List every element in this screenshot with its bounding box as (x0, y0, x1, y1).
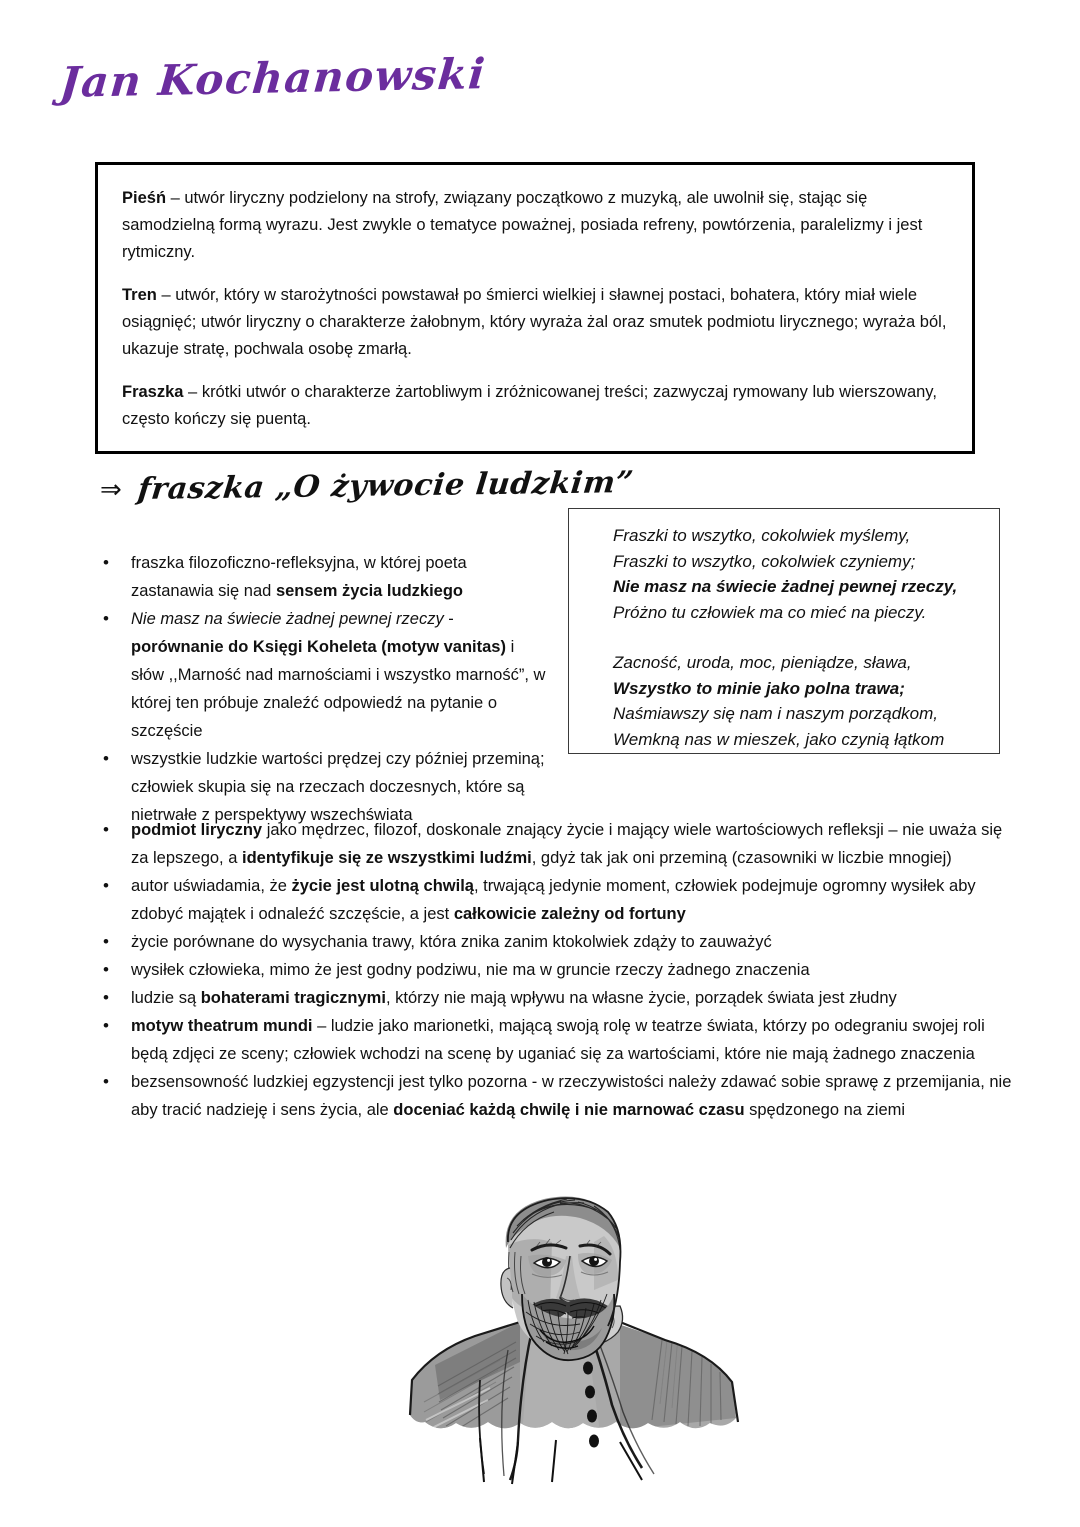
double-arrow-icon: ⇒ (100, 474, 122, 505)
poem-line-highlight: Nie masz na świecie żadnej pewnej rzeczy, (613, 577, 958, 596)
list-item-text: , gdyż tak jak oni przeminą (czasowniki w liczbie mnogiej) (531, 849, 952, 867)
list-item-emphasis: doceniać każdą chwilę i nie marnować czasu (393, 1101, 745, 1119)
list-item-emphasis: życie jest ulotną chwilą (291, 877, 474, 895)
poem-line: Zacność, uroda, moc, pieniądze, sława, (613, 653, 912, 672)
list-item-text: ludzie są (131, 989, 201, 1007)
definition-fraszka (122, 379, 948, 433)
poem-line-highlight: Wszystko to minie jako polna trawa; (613, 678, 905, 698)
definition-term: Fraszka (122, 383, 184, 401)
page-title: Jan Kochanowski (58, 49, 489, 107)
notes-list-wide (98, 816, 1020, 1124)
poem-stanza-1 (613, 523, 985, 625)
definition-tren (122, 282, 948, 363)
list-item-emphasis: sensem życia ludzkiego (275, 582, 464, 600)
poem-stanza-2 (613, 650, 985, 752)
list-item-text: wysiłek człowieka, mimo że jest godny podziwu, nie ma w gruncie rzeczy żadnego znaczenia (131, 961, 810, 979)
definition-text: – krótki utwór o charakterze żartobliwym i zróżnicowanej treści; zazwyczaj rymowany lub wierszowany, często kończy się puentą. (122, 383, 937, 428)
list-item-text: życie porównane do wysychania trawy, która znika zanim ktokolwiek zdąży to zauważyć (131, 933, 772, 951)
list-item (98, 549, 550, 605)
list-item-text: wszystkie ludzkie wartości prędzej czy później przeminą; człowiek skupia się na rzeczach doczesnych, które są nietrwałe z perspektywy wszechświata (131, 750, 545, 824)
list-item-emphasis: porównanie do Księgi Koheleta (motyw vanitas) (131, 638, 506, 656)
list-item (98, 984, 1020, 1012)
list-item-text: , którzy nie mają wpływu na własne życie, porządek świata jest złudny (385, 989, 897, 1007)
kochanowski-portrait-illustration (380, 1190, 760, 1490)
list-item-text: spędzonego na ziemi (744, 1101, 906, 1119)
list-item (98, 872, 1020, 928)
list-item-emphasis: identyfikuje się ze wszystkimi ludźmi (242, 849, 532, 867)
poem-line: Próżno tu człowiek ma co mieć na pieczy. (613, 602, 927, 622)
list-item-text: , trwającą jedynie moment, człowiek podejmuje ogromny wysiłek aby zdobyć majątek i odnaleźć szczęście, a jest (131, 877, 976, 923)
poem-line: Fraszki to wszytko, cokolwiek myślemy, (613, 526, 911, 545)
definition-text: – utwór liryczny podzielony na strofy, związany początkowo z muzyką, ale uwolnił się, stając się samodzielną formą wyrazu. Jest zwykle o tematyce poważnej, posiada refreny, powtórzenia, paralelizmy i jest rytmiczny. (122, 189, 923, 261)
list-item-quote: Nie masz na świecie żadnej pewnej rzeczy (131, 610, 444, 628)
list-item-text: jako mędrzec, filozof, doskonale znający życie i mający wiele wartościowych refleksji – nie uważa się za lepszego, a (131, 821, 1003, 867)
list-item-text: fraszka filozoficzno-refleksyjna, w której poeta zastanawia się nad (131, 554, 467, 600)
list-item-emphasis: całkowicie zależny od fortuny (453, 905, 686, 923)
handwritten-heading-text: fraszka „O żywocie ludzkim” (135, 465, 636, 507)
list-item-text: – ludzie jako marionetki, mającą swoją rolę w teatrze świata, którzy po odegraniu swojej roli będą zdjęci ze sceny; człowiek wchodzi na scenę by uganiać się za wartościami, które nie mają żadnego znaczenia (131, 1017, 985, 1063)
poem-line: Wemkną nas w mieszek, jako czynią łątkom (613, 729, 945, 749)
list-item-text: - (443, 610, 454, 628)
definition-term: Tren (122, 286, 157, 304)
list-item (98, 956, 1020, 984)
poem-quote-box (568, 508, 1000, 754)
poem-line: Naśmiawszy się nam i naszym porządkom, (613, 704, 938, 723)
list-item-emphasis: motyw theatrum mundi (131, 1017, 313, 1035)
list-item (98, 928, 1020, 956)
list-item-text: autor uświadamia, że (131, 877, 292, 895)
list-item-text: bezsensowność ludzkiej egzystencji jest tylko pozorna - w rzeczywistości należy zdawać sobie sprawę z przemijania, nie aby tracić nadzieję i sens życia, ale (131, 1073, 1012, 1119)
handwritten-section-heading (100, 465, 636, 507)
list-item (98, 605, 550, 745)
list-item (98, 816, 1020, 872)
list-item (98, 1012, 1020, 1068)
definitions-box (95, 162, 975, 454)
list-item-emphasis: bohaterami tragicznymi (200, 989, 386, 1007)
notes-list-narrow (98, 549, 550, 829)
definition-term: Pieśń (122, 189, 167, 207)
list-item-text: i słów ,,Marność nad marnościami i wszystko marność”, w której ten próbuje znaleźć odpowiedź na pytanie o szczęście (131, 638, 546, 740)
list-item-emphasis: podmiot liryczny (131, 821, 263, 839)
definition-piesn (122, 185, 948, 266)
poem-stanza-gap (613, 625, 985, 650)
poem-line: Fraszki to wszytko, cokolwiek czyniemy; (613, 551, 916, 571)
definition-text: – utwór, który w starożytności powstawał po śmierci wielkiej i sławnej postaci, bohatera, który miał wiele osiągnięć; utwór liryczny o charakterze żałobnym, który wyraża żal oraz smutek podmiotu lirycznego; wyraża ból, ukazuje stratę, pochwala osobę zmarłą. (122, 286, 947, 358)
list-item (98, 1068, 1020, 1124)
